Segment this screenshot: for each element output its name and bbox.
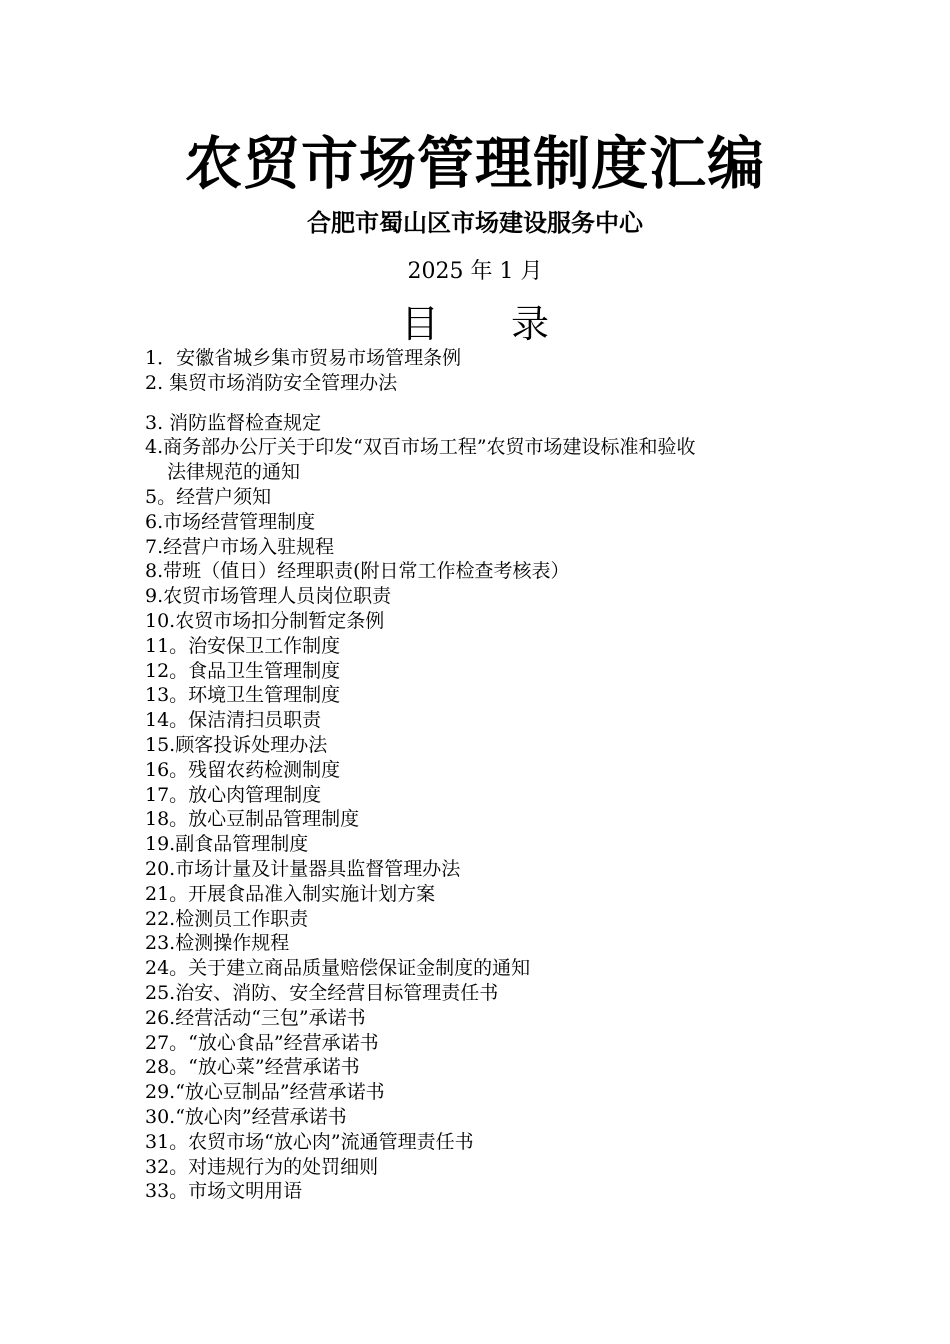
toc-item	[145, 1179, 825, 1204]
toc-item-text: 1．安徽省城乡集市贸易市场管理条例	[145, 347, 462, 369]
toc-item	[145, 535, 825, 560]
toc-item-text: 21。开展食品准入制实施计划方案	[145, 882, 436, 905]
toc-item-text: 11。治安保卫工作制度	[145, 634, 341, 657]
toc-item	[145, 1080, 825, 1105]
toc-item-text: 31。农贸市场“放心肉”流通管理责任书	[145, 1130, 474, 1153]
toc-item-text: 5。经营户须知	[145, 485, 272, 508]
toc-item	[145, 584, 825, 609]
toc-item-text: 28。“放心菜”经营承诺书	[145, 1056, 360, 1079]
toc-item-text: 29.“放心豆制品”经营承诺书	[145, 1081, 385, 1104]
toc-item-text: 27。“放心食品”经营承诺书	[145, 1031, 379, 1054]
toc-item-text: 23.检测操作规程	[145, 932, 290, 955]
toc-item-text: 13。环境卫生管理制度	[145, 684, 341, 707]
document-title: 农贸市场管理制度汇编	[185, 131, 765, 197]
toc-item-text: 8.带班（值日）经理职责(附日常工作检查考核表）	[145, 560, 570, 583]
toc-item-text: 19.副食品管理制度	[145, 833, 309, 856]
toc-item-text: 24。关于建立商品质量赔偿保证金制度的通知	[145, 957, 531, 980]
toc-item	[145, 882, 825, 907]
document-author: 合肥市蜀山区市场建设服务中心	[307, 209, 643, 237]
toc-item	[145, 783, 825, 808]
document-date: 2025 年 1 月	[407, 259, 543, 284]
toc-heading: 目 录	[400, 302, 580, 346]
toc-item-text: 2. 集贸市场消防安全管理办法	[145, 371, 398, 394]
toc-item	[145, 956, 825, 981]
toc-item-text: 14。保洁清扫员职责	[145, 709, 322, 732]
toc-item-text: 16。残留农药检测制度	[145, 758, 341, 781]
toc-item	[145, 559, 825, 584]
toc-item	[145, 832, 825, 857]
toc-item	[145, 981, 825, 1006]
toc-item-text: 25.治安、消防、安全经营目标管理责任书	[145, 981, 499, 1004]
toc-item-text: 26.经营活动“三包”承诺书	[145, 1006, 366, 1029]
toc-item	[145, 1105, 825, 1130]
toc-item-text: 4.商务部办公厅关于印发“双百市场工程”农贸市场建设标准和验收	[145, 436, 696, 459]
toc-item	[145, 1006, 825, 1031]
toc-item	[145, 758, 825, 783]
toc-item	[145, 411, 825, 436]
toc-item	[145, 435, 825, 485]
toc-item	[145, 346, 825, 371]
toc-item	[145, 1031, 825, 1056]
table-of-contents	[145, 346, 825, 1204]
toc-item	[145, 1155, 825, 1180]
toc-item	[145, 485, 825, 510]
toc-item-text: 9.农贸市场管理人员岗位职责	[145, 585, 392, 608]
toc-item-text: 20.市场计量及计量器具监督管理办法	[145, 857, 461, 880]
toc-item-text-continued: 法律规范的通知	[167, 461, 301, 484]
toc-item	[145, 857, 825, 882]
toc-item	[145, 931, 825, 956]
toc-item-text: 18。放心豆制品管理制度	[145, 808, 360, 831]
toc-item	[145, 371, 825, 396]
toc-item-text: 6.市场经营管理制度	[145, 510, 316, 533]
toc-item	[145, 609, 825, 634]
toc-item	[145, 634, 825, 659]
toc-item-text: 30.“放心肉”经营承诺书	[145, 1105, 347, 1128]
toc-item	[145, 1130, 825, 1155]
toc-item-text: 7.经营户市场入驻规程	[145, 535, 335, 558]
toc-item-text: 32。对违规行为的处罚细则	[145, 1155, 379, 1178]
toc-item-text: 15.顾客投诉处理办法	[145, 733, 328, 756]
toc-item	[145, 807, 825, 832]
toc-item	[145, 510, 825, 535]
toc-item	[145, 1055, 825, 1080]
toc-item-text: 3. 消防监督检查规定	[145, 411, 322, 434]
toc-item-text: 12。食品卫生管理制度	[145, 659, 341, 682]
toc-item-text: 33。市场文明用语	[145, 1180, 303, 1203]
toc-item-text: 17。放心肉管理制度	[145, 783, 322, 806]
toc-item	[145, 907, 825, 932]
toc-item	[145, 659, 825, 684]
toc-item	[145, 683, 825, 708]
toc-item-text: 22.检测员工作职责	[145, 907, 309, 930]
toc-item-text: 10.农贸市场扣分制暂定条例	[145, 609, 385, 632]
toc-item	[145, 708, 825, 733]
toc-item	[145, 733, 825, 758]
